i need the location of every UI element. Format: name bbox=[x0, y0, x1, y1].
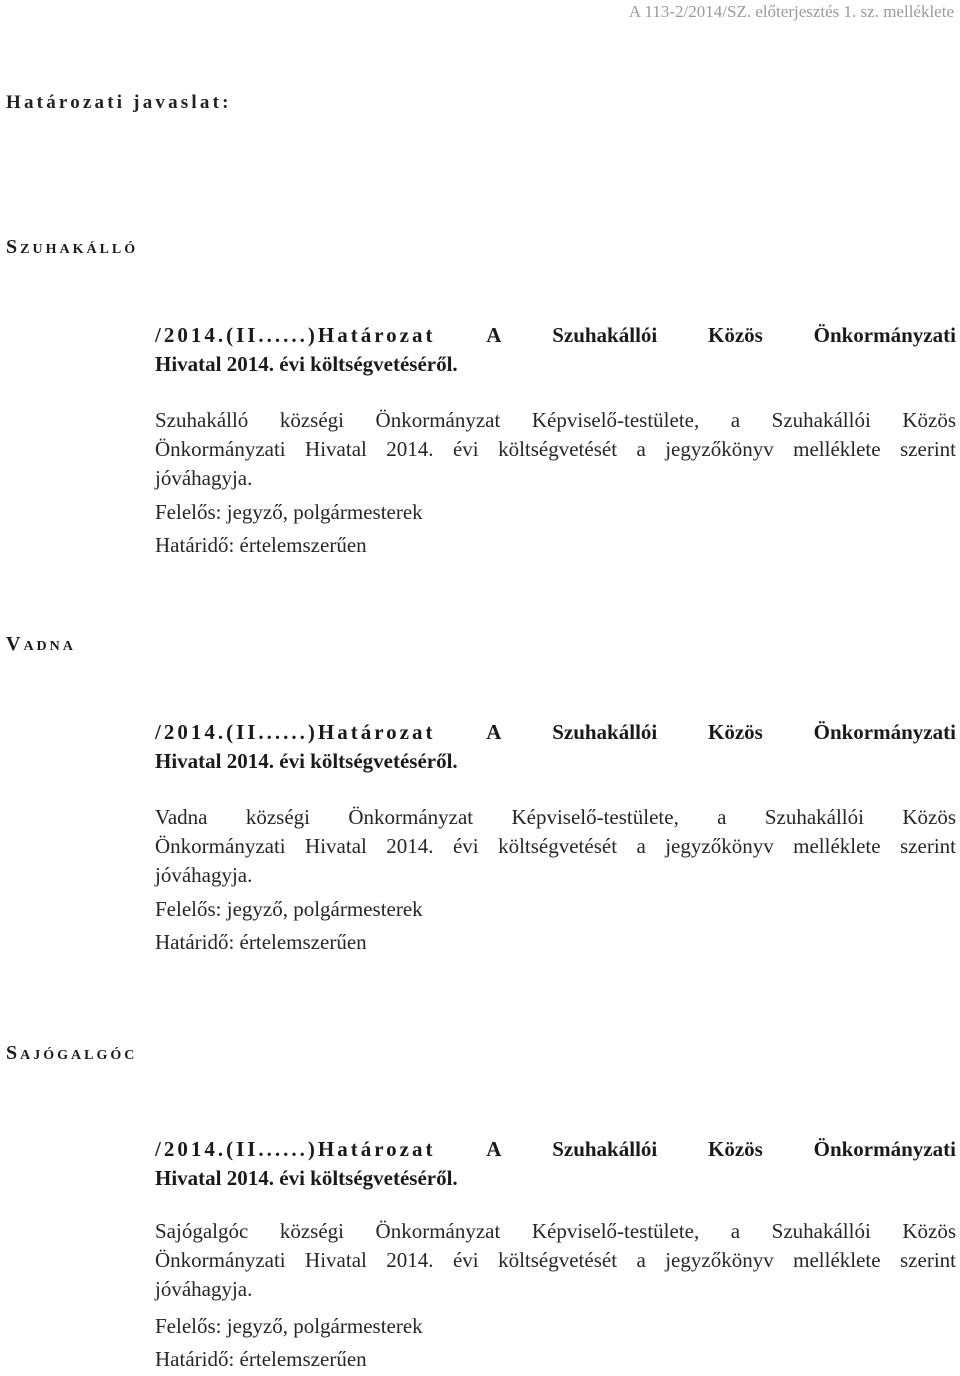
decision-title-word: Szuhakállói bbox=[552, 1137, 658, 1161]
decision-title-word: A bbox=[486, 720, 502, 744]
decision-title-line2: Hivatal 2014. évi költségvetéséről. bbox=[155, 1166, 458, 1190]
deadline-line: Határidő: értelemszerűen bbox=[155, 1347, 367, 1371]
decision-title-line1 bbox=[155, 718, 956, 747]
decision-title-word: A bbox=[486, 1137, 502, 1161]
decision-title-line2: Hivatal 2014. évi költségvetéséről. bbox=[155, 749, 458, 773]
decision-title-word: Önkormányzati bbox=[813, 1137, 956, 1161]
decision-title-line1 bbox=[155, 1135, 956, 1164]
decision-title-word: Szuhakállói bbox=[552, 323, 658, 347]
responsible-line: Felelős: jegyző, polgármesterek bbox=[155, 1314, 423, 1338]
decision-paragraph bbox=[155, 406, 956, 493]
decision-title-line1 bbox=[155, 321, 956, 350]
deadline-line: Határidő: értelemszerűen bbox=[155, 930, 367, 954]
section-heading: Vadna bbox=[6, 633, 76, 655]
decision-title-word: Szuhakállói bbox=[552, 720, 658, 744]
decision-title-line2: Hivatal 2014. évi költségvetéséről. bbox=[155, 352, 458, 376]
document-header-note: A 113-2/2014/SZ. előterjesztés 1. sz. melléklete bbox=[628, 2, 954, 21]
paragraph-line: Sajógalgóc községi Önkormányzat Képviselő-testülete, a Szuhakállói Közös bbox=[155, 1219, 956, 1243]
paragraph-line: Szuhakálló községi Önkormányzat Képviselő-testülete, a Szuhakállói Közös bbox=[155, 408, 956, 432]
paragraph-line: jóváhagyja. bbox=[155, 863, 253, 887]
paragraph-line: Önkormányzati Hivatal 2014. évi költségvetését a jegyzőkönyv melléklete szerint bbox=[155, 834, 956, 858]
page-title: Határozati javaslat: bbox=[6, 92, 232, 113]
decision-block bbox=[155, 718, 956, 959]
responsible-line: Felelős: jegyző, polgármesterek bbox=[155, 897, 423, 921]
decision-title-word: A bbox=[486, 323, 502, 347]
paragraph-line: jóváhagyja. bbox=[155, 1277, 253, 1301]
paragraph-line: Önkormányzati Hivatal 2014. évi költségvetését a jegyzőkönyv melléklete szerint bbox=[155, 1248, 956, 1272]
deadline-line: Határidő: értelemszerűen bbox=[155, 533, 367, 557]
decision-title-word: Önkormányzati bbox=[813, 323, 956, 347]
paragraph-line: Önkormányzati Hivatal 2014. évi költségvetését a jegyzőkönyv melléklete szerint bbox=[155, 437, 956, 461]
decision-title-word: Önkormányzati bbox=[813, 720, 956, 744]
decision-paragraph bbox=[155, 1217, 956, 1304]
paragraph-line: jóváhagyja. bbox=[155, 466, 253, 490]
section-heading: Szuhakálló bbox=[6, 236, 139, 258]
decision-paragraph bbox=[155, 803, 956, 890]
decision-number: /2014.(II......)Határozat bbox=[155, 720, 436, 744]
decision-number: /2014.(II......)Határozat bbox=[155, 1137, 436, 1161]
decision-title-word: Közös bbox=[708, 323, 763, 347]
responsible-line: Felelős: jegyző, polgármesterek bbox=[155, 500, 423, 524]
section-heading: Sajógalgóc bbox=[6, 1042, 138, 1064]
decision-number: /2014.(II......)Határozat bbox=[155, 323, 436, 347]
decision-block bbox=[155, 1135, 956, 1376]
decision-title-word: Közös bbox=[708, 720, 763, 744]
decision-block bbox=[155, 321, 956, 562]
decision-title-word: Közös bbox=[708, 1137, 763, 1161]
paragraph-line: Vadna községi Önkormányzat Képviselő-testülete, a Szuhakállói Közös bbox=[155, 805, 956, 829]
